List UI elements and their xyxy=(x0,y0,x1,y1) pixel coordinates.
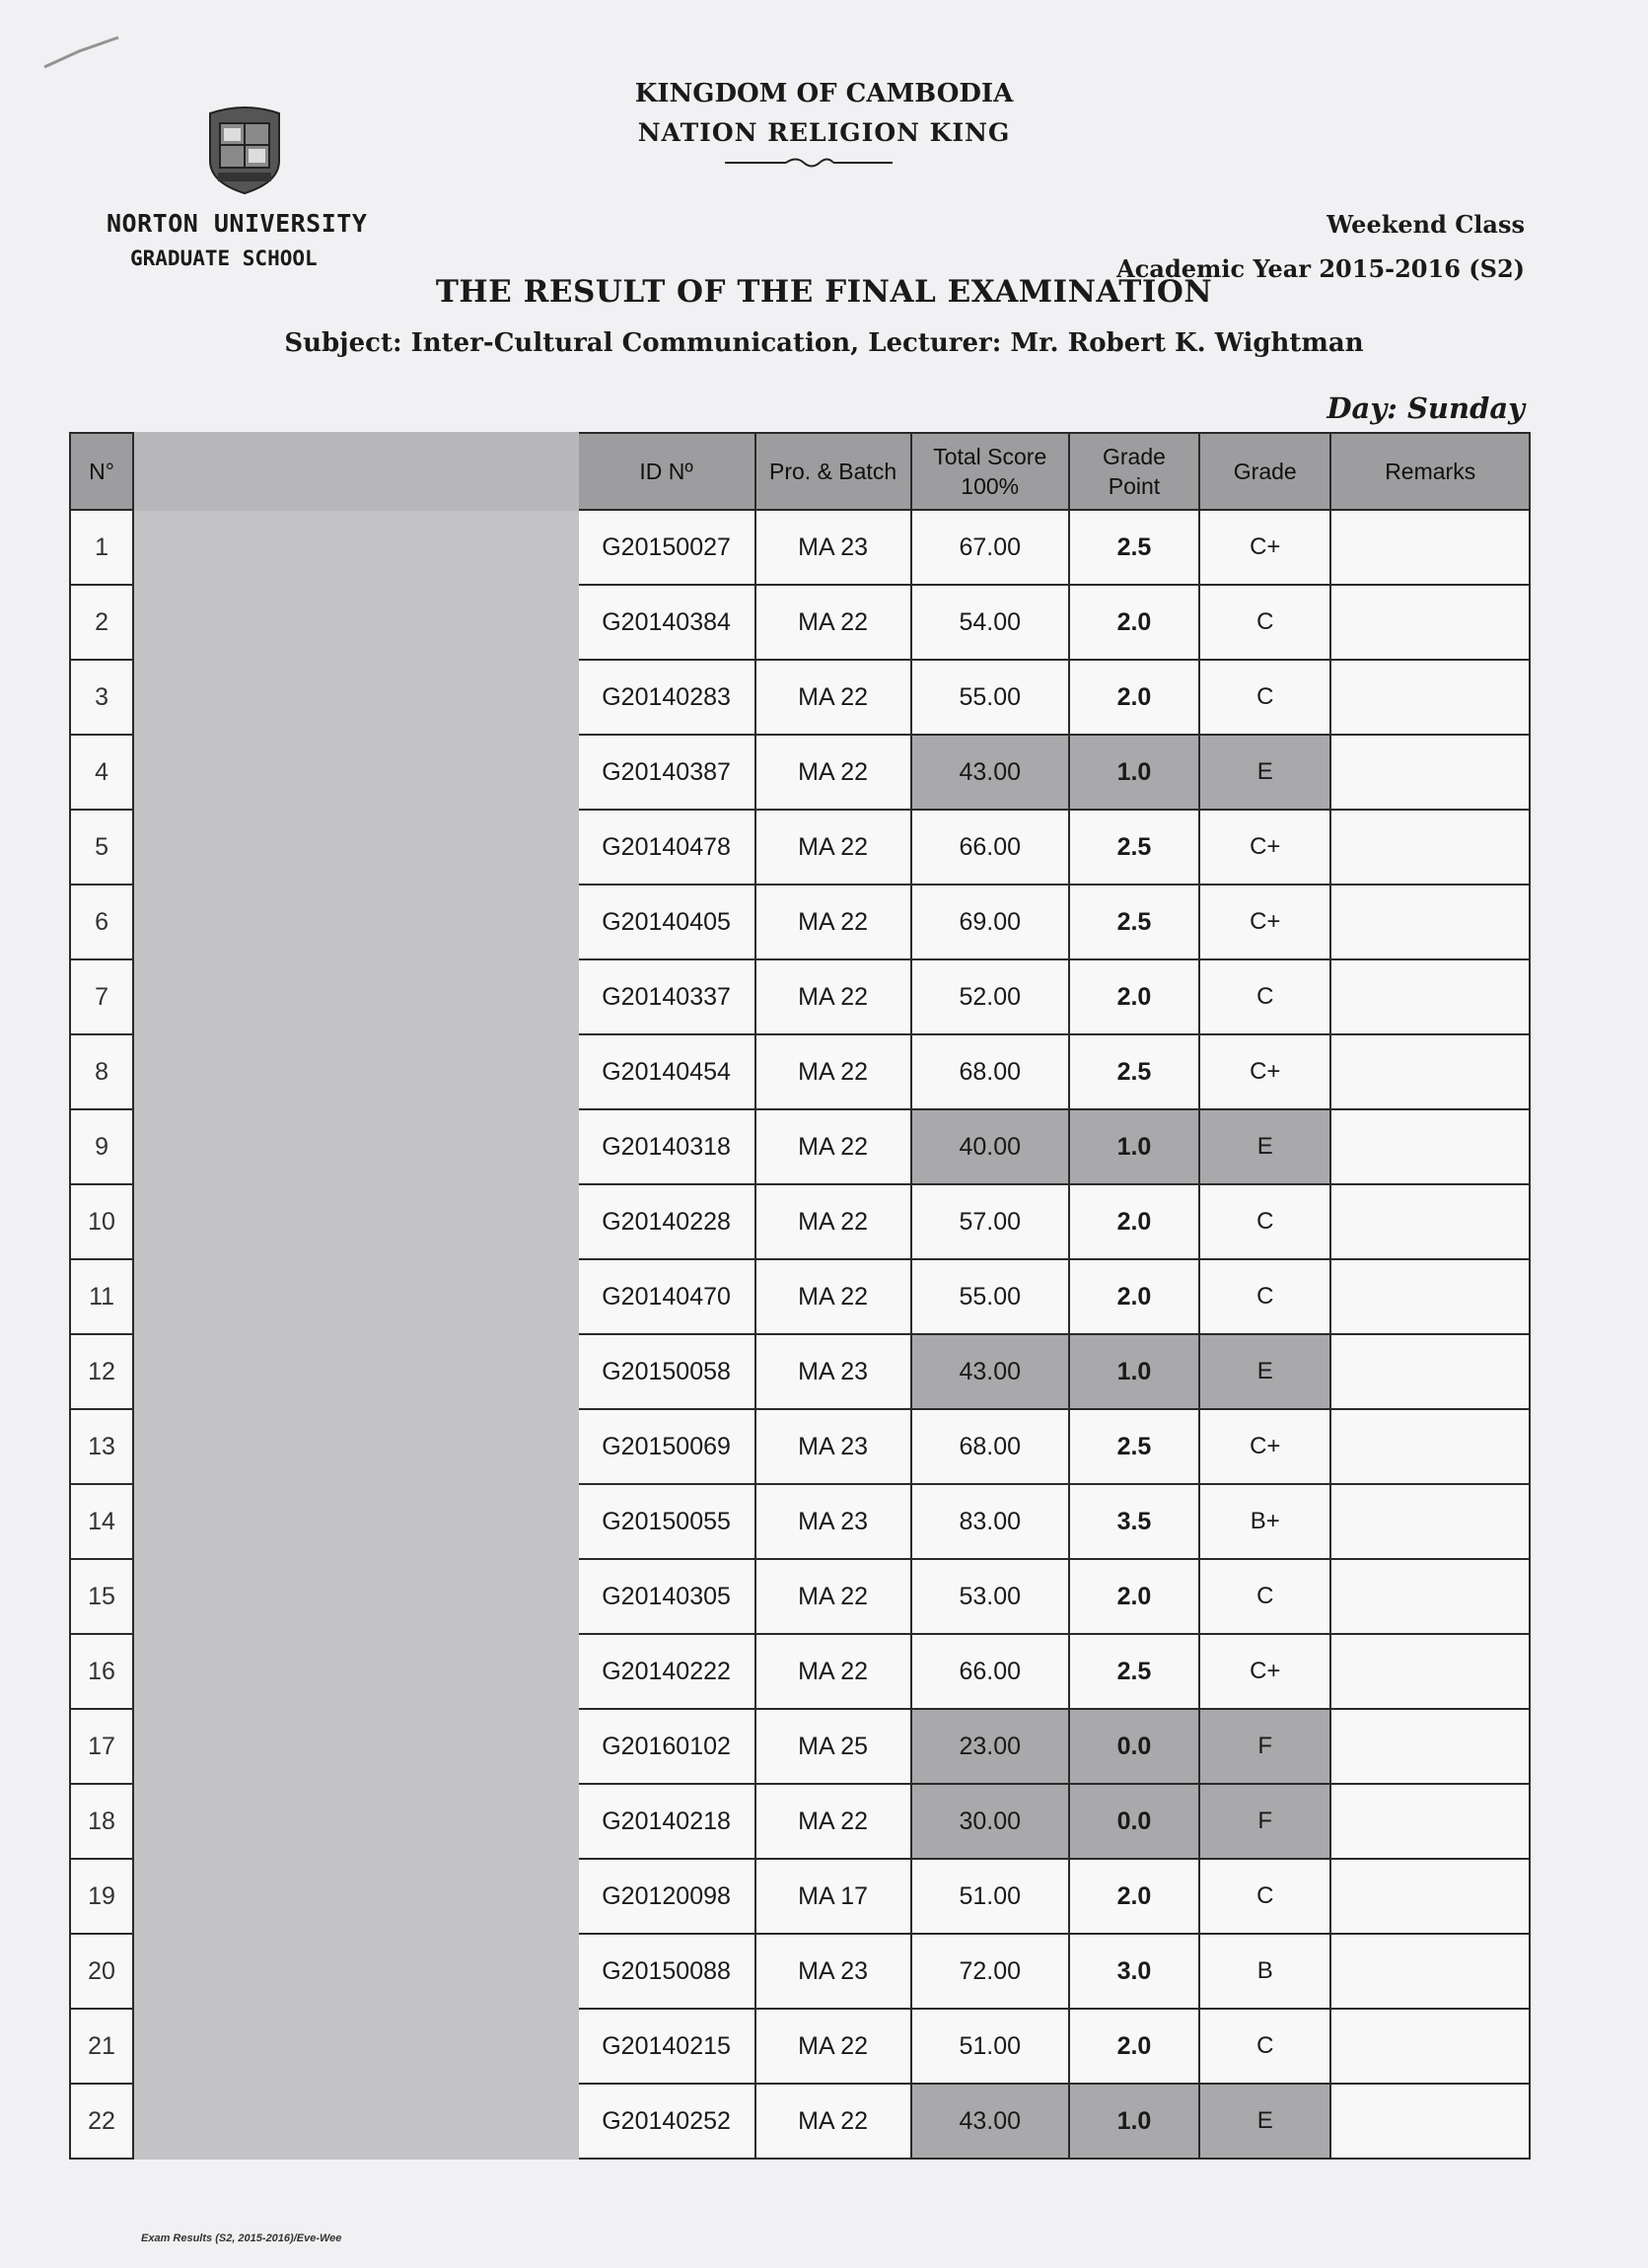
col-header-no: N° xyxy=(70,433,133,510)
cell-score: 43.00 xyxy=(911,2084,1069,2159)
cell-batch: MA 25 xyxy=(755,1709,911,1784)
cell-grade-point: 2.0 xyxy=(1069,585,1199,660)
cell-name-redacted xyxy=(133,1634,370,1709)
table-row xyxy=(70,2084,1530,2159)
pen-stroke-mark xyxy=(39,30,138,74)
cell-grade-point: 2.5 xyxy=(1069,810,1199,885)
cell-batch: MA 22 xyxy=(755,1559,911,1634)
cell-no: 2 xyxy=(70,585,133,660)
cell-batch: MA 22 xyxy=(755,585,911,660)
cell-name-redacted xyxy=(133,959,370,1034)
cell-redacted-gap xyxy=(475,2084,577,2159)
cell-no: 17 xyxy=(70,1709,133,1784)
cell-id: G20140405 xyxy=(578,885,755,959)
cell-grade: C xyxy=(1199,660,1330,735)
table-row xyxy=(70,1784,1530,1859)
cell-grade-point: 1.0 xyxy=(1069,735,1199,810)
cell-no: 22 xyxy=(70,2084,133,2159)
cell-sex-redacted xyxy=(370,885,475,959)
cell-id: G20150088 xyxy=(578,1934,755,2009)
results-table xyxy=(69,432,1531,2160)
cell-sex-redacted xyxy=(370,510,475,585)
cell-id: G20150058 xyxy=(578,1334,755,1409)
cell-sex-redacted xyxy=(370,2084,475,2159)
table-row xyxy=(70,735,1530,810)
table-header-row xyxy=(70,433,1530,510)
cell-grade-point: 0.0 xyxy=(1069,1709,1199,1784)
cell-batch: MA 22 xyxy=(755,1634,911,1709)
cell-id: G20140478 xyxy=(578,810,755,885)
cell-grade-point: 2.0 xyxy=(1069,1859,1199,1934)
cell-score: 40.00 xyxy=(911,1109,1069,1184)
cell-sex-redacted xyxy=(370,1859,475,1934)
national-motto: NATION RELIGION KING xyxy=(637,118,1011,147)
cell-no: 5 xyxy=(70,810,133,885)
cell-score: 54.00 xyxy=(911,585,1069,660)
cell-batch: MA 23 xyxy=(755,1334,911,1409)
university-name: NORTON UNIVERSITY xyxy=(107,209,368,238)
cell-grade: C xyxy=(1199,1259,1330,1334)
cell-sex-redacted xyxy=(370,1034,475,1109)
cell-id: G20140305 xyxy=(578,1559,755,1634)
cell-sex-redacted xyxy=(370,1259,475,1334)
cell-batch: MA 22 xyxy=(755,735,911,810)
cell-score: 57.00 xyxy=(911,1184,1069,1259)
cell-grade: C xyxy=(1199,585,1330,660)
cell-id: G20150069 xyxy=(578,1409,755,1484)
cell-sex-redacted xyxy=(370,1109,475,1184)
cell-batch: MA 23 xyxy=(755,1409,911,1484)
cell-redacted-gap xyxy=(475,585,577,660)
cell-no: 7 xyxy=(70,959,133,1034)
cell-sex-redacted xyxy=(370,1934,475,2009)
cell-redacted-gap xyxy=(475,1259,577,1334)
cell-name-redacted xyxy=(133,1334,370,1409)
cell-no: 10 xyxy=(70,1184,133,1259)
cell-grade-point: 2.5 xyxy=(1069,1409,1199,1484)
cell-sex-redacted xyxy=(370,810,475,885)
cell-score: 66.00 xyxy=(911,810,1069,885)
cell-id: G20140283 xyxy=(578,660,755,735)
cell-redacted-gap xyxy=(475,1784,577,1859)
table-row xyxy=(70,2009,1530,2084)
cell-grade: C+ xyxy=(1199,885,1330,959)
table-row xyxy=(70,1634,1530,1709)
document-title: THE RESULT OF THE FINAL EXAMINATION xyxy=(435,274,1213,310)
cell-no: 4 xyxy=(70,735,133,810)
cell-remarks xyxy=(1330,585,1530,660)
cell-no: 6 xyxy=(70,885,133,959)
cell-redacted-gap xyxy=(475,1859,577,1934)
cell-remarks xyxy=(1330,959,1530,1034)
cell-name-redacted xyxy=(133,810,370,885)
cell-name-redacted xyxy=(133,1859,370,1934)
cell-score: 30.00 xyxy=(911,1784,1069,1859)
cell-grade-point: 3.5 xyxy=(1069,1484,1199,1559)
cell-grade-point: 2.5 xyxy=(1069,1034,1199,1109)
cell-name-redacted xyxy=(133,660,370,735)
cell-batch: MA 22 xyxy=(755,660,911,735)
table-row xyxy=(70,1934,1530,2009)
cell-grade-point: 3.0 xyxy=(1069,1934,1199,2009)
cell-no: 9 xyxy=(70,1109,133,1184)
cell-grade-point: 2.0 xyxy=(1069,2009,1199,2084)
cell-id: G20140218 xyxy=(578,1784,755,1859)
cell-id: G20160102 xyxy=(578,1709,755,1784)
cell-grade-point: 2.5 xyxy=(1069,1634,1199,1709)
cell-name-redacted xyxy=(133,2009,370,2084)
table-row xyxy=(70,885,1530,959)
cell-grade-point: 2.5 xyxy=(1069,510,1199,585)
cell-id: G20140252 xyxy=(578,2084,755,2159)
col-header-point-top: Grade xyxy=(1102,444,1166,469)
cell-score: 51.00 xyxy=(911,1859,1069,1934)
cell-id: G20140215 xyxy=(578,2009,755,2084)
cell-remarks xyxy=(1330,1184,1530,1259)
cell-redacted-gap xyxy=(475,660,577,735)
cell-batch: MA 23 xyxy=(755,1934,911,2009)
cell-sex-redacted xyxy=(370,1184,475,1259)
cell-score: 66.00 xyxy=(911,1634,1069,1709)
cell-id: G20140470 xyxy=(578,1259,755,1334)
cell-remarks xyxy=(1330,1634,1530,1709)
cell-grade-point: 2.0 xyxy=(1069,1259,1199,1334)
table-row xyxy=(70,1334,1530,1409)
cell-redacted-gap xyxy=(475,1484,577,1559)
cell-no: 13 xyxy=(70,1409,133,1484)
cell-no: 21 xyxy=(70,2009,133,2084)
col-header-id: ID Nº xyxy=(578,433,755,510)
cell-grade-point: 0.0 xyxy=(1069,1784,1199,1859)
cell-no: 3 xyxy=(70,660,133,735)
cell-score: 23.00 xyxy=(911,1709,1069,1784)
cell-batch: MA 22 xyxy=(755,885,911,959)
cell-grade-point: 1.0 xyxy=(1069,2084,1199,2159)
cell-sex-redacted xyxy=(370,735,475,810)
cell-redacted-gap xyxy=(475,1634,577,1709)
col-header-score xyxy=(911,433,1069,510)
cell-no: 8 xyxy=(70,1034,133,1109)
cell-remarks xyxy=(1330,1409,1530,1484)
cell-score: 67.00 xyxy=(911,510,1069,585)
university-crest-icon xyxy=(204,102,285,195)
cell-no: 1 xyxy=(70,510,133,585)
cell-name-redacted xyxy=(133,1409,370,1484)
academic-year: Academic Year 2015-2016 (S2) xyxy=(1116,254,1525,283)
cell-sex-redacted xyxy=(370,1409,475,1484)
cell-score: 83.00 xyxy=(911,1484,1069,1559)
cell-batch: MA 22 xyxy=(755,1259,911,1334)
cell-grade: C+ xyxy=(1199,510,1330,585)
cell-remarks xyxy=(1330,1784,1530,1859)
col-header-redacted-gap xyxy=(475,433,577,510)
cell-batch: MA 23 xyxy=(755,510,911,585)
col-header-sex-redacted xyxy=(370,433,475,510)
cell-id: G20150027 xyxy=(578,510,755,585)
table-row xyxy=(70,1034,1530,1109)
col-header-remarks: Remarks xyxy=(1330,433,1530,510)
cell-redacted-gap xyxy=(475,1034,577,1109)
cell-id: G20120098 xyxy=(578,1859,755,1934)
cell-score: 51.00 xyxy=(911,2009,1069,2084)
cell-grade: C xyxy=(1199,1559,1330,1634)
col-header-batch: Pro. & Batch xyxy=(755,433,911,510)
cell-name-redacted xyxy=(133,510,370,585)
cell-grade: C xyxy=(1199,1859,1330,1934)
cell-no: 11 xyxy=(70,1259,133,1334)
cell-sex-redacted xyxy=(370,1334,475,1409)
footer-note: Exam Results (S2, 2015-2016)/Eve-Wee xyxy=(141,2233,342,2244)
cell-name-redacted xyxy=(133,1034,370,1109)
ornament-divider xyxy=(725,156,893,170)
cell-sex-redacted xyxy=(370,2009,475,2084)
cell-sex-redacted xyxy=(370,1709,475,1784)
cell-sex-redacted xyxy=(370,959,475,1034)
cell-remarks xyxy=(1330,660,1530,735)
cell-redacted-gap xyxy=(475,1184,577,1259)
cell-name-redacted xyxy=(133,735,370,810)
table-row xyxy=(70,585,1530,660)
cell-score: 55.00 xyxy=(911,1259,1069,1334)
cell-name-redacted xyxy=(133,2084,370,2159)
cell-remarks xyxy=(1330,1259,1530,1334)
cell-batch: MA 22 xyxy=(755,1784,911,1859)
cell-name-redacted xyxy=(133,585,370,660)
cell-remarks xyxy=(1330,1934,1530,2009)
subject-lecturer-line: Subject: Inter-Cultural Communication, Lecturer: Mr. Robert K. Wightman xyxy=(284,328,1364,358)
cell-remarks xyxy=(1330,885,1530,959)
cell-remarks xyxy=(1330,1859,1530,1934)
table-row xyxy=(70,660,1530,735)
cell-sex-redacted xyxy=(370,1484,475,1559)
class-type: Weekend Class xyxy=(1326,210,1525,239)
cell-grade: B xyxy=(1199,1934,1330,2009)
cell-grade: C xyxy=(1199,959,1330,1034)
table-row xyxy=(70,959,1530,1034)
cell-id: G20150055 xyxy=(578,1484,755,1559)
cell-no: 20 xyxy=(70,1934,133,2009)
cell-grade-point: 2.0 xyxy=(1069,660,1199,735)
cell-grade: C+ xyxy=(1199,1034,1330,1109)
cell-grade-point: 2.5 xyxy=(1069,885,1199,959)
cell-no: 15 xyxy=(70,1559,133,1634)
table-row xyxy=(70,510,1530,585)
table-row xyxy=(70,1484,1530,1559)
cell-grade-point: 1.0 xyxy=(1069,1109,1199,1184)
cell-name-redacted xyxy=(133,1784,370,1859)
cell-grade: E xyxy=(1199,735,1330,810)
table-row xyxy=(70,1709,1530,1784)
cell-sex-redacted xyxy=(370,1784,475,1859)
cell-name-redacted xyxy=(133,1709,370,1784)
cell-batch: MA 17 xyxy=(755,1859,911,1934)
cell-remarks xyxy=(1330,1709,1530,1784)
table-row xyxy=(70,1184,1530,1259)
cell-batch: MA 22 xyxy=(755,810,911,885)
cell-no: 16 xyxy=(70,1634,133,1709)
cell-remarks xyxy=(1330,735,1530,810)
cell-redacted-gap xyxy=(475,959,577,1034)
cell-sex-redacted xyxy=(370,585,475,660)
cell-grade: E xyxy=(1199,2084,1330,2159)
cell-batch: MA 22 xyxy=(755,1109,911,1184)
cell-redacted-gap xyxy=(475,1559,577,1634)
cell-redacted-gap xyxy=(475,510,577,585)
col-header-score-bottom: 100% xyxy=(961,473,1020,499)
cell-name-redacted xyxy=(133,1259,370,1334)
cell-remarks xyxy=(1330,2084,1530,2159)
cell-redacted-gap xyxy=(475,810,577,885)
col-header-point-bottom: Point xyxy=(1108,473,1161,499)
cell-grade-point: 2.0 xyxy=(1069,1559,1199,1634)
cell-name-redacted xyxy=(133,1109,370,1184)
cell-id: G20140454 xyxy=(578,1034,755,1109)
table-row xyxy=(70,1409,1530,1484)
cell-redacted-gap xyxy=(475,1409,577,1484)
table-row xyxy=(70,1859,1530,1934)
cell-sex-redacted xyxy=(370,1634,475,1709)
cell-grade: F xyxy=(1199,1784,1330,1859)
cell-grade: E xyxy=(1199,1109,1330,1184)
cell-id: G20140337 xyxy=(578,959,755,1034)
table-row xyxy=(70,1259,1530,1334)
cell-grade: E xyxy=(1199,1334,1330,1409)
cell-remarks xyxy=(1330,1034,1530,1109)
table-row xyxy=(70,810,1530,885)
cell-remarks xyxy=(1330,810,1530,885)
cell-grade: C xyxy=(1199,2009,1330,2084)
cell-batch: MA 22 xyxy=(755,2009,911,2084)
cell-score: 55.00 xyxy=(911,660,1069,735)
cell-score: 43.00 xyxy=(911,1334,1069,1409)
cell-no: 14 xyxy=(70,1484,133,1559)
cell-remarks xyxy=(1330,1334,1530,1409)
cell-sex-redacted xyxy=(370,1559,475,1634)
cell-id: G20140228 xyxy=(578,1184,755,1259)
col-header-point xyxy=(1069,433,1199,510)
cell-id: G20140318 xyxy=(578,1109,755,1184)
table-row xyxy=(70,1559,1530,1634)
cell-id: G20140387 xyxy=(578,735,755,810)
col-header-grade: Grade xyxy=(1199,433,1330,510)
cell-score: 53.00 xyxy=(911,1559,1069,1634)
cell-id: G20140384 xyxy=(578,585,755,660)
cell-no: 18 xyxy=(70,1784,133,1859)
cell-grade: B+ xyxy=(1199,1484,1330,1559)
cell-remarks xyxy=(1330,1559,1530,1634)
cell-score: 52.00 xyxy=(911,959,1069,1034)
cell-score: 69.00 xyxy=(911,885,1069,959)
cell-grade: C xyxy=(1199,1184,1330,1259)
cell-grade: F xyxy=(1199,1709,1330,1784)
cell-grade-point: 1.0 xyxy=(1069,1334,1199,1409)
cell-grade-point: 2.0 xyxy=(1069,1184,1199,1259)
cell-remarks xyxy=(1330,2009,1530,2084)
cell-no: 12 xyxy=(70,1334,133,1409)
cell-redacted-gap xyxy=(475,1709,577,1784)
cell-name-redacted xyxy=(133,1934,370,2009)
cell-redacted-gap xyxy=(475,1934,577,2009)
kingdom-heading: KINGDOM OF CAMBODIA xyxy=(634,79,1014,108)
cell-grade: C+ xyxy=(1199,810,1330,885)
cell-sex-redacted xyxy=(370,660,475,735)
cell-redacted-gap xyxy=(475,885,577,959)
cell-batch: MA 22 xyxy=(755,2084,911,2159)
cell-id: G20140222 xyxy=(578,1634,755,1709)
col-header-name-redacted xyxy=(133,433,370,510)
cell-no: 19 xyxy=(70,1859,133,1934)
cell-grade: C+ xyxy=(1199,1634,1330,1709)
cell-batch: MA 23 xyxy=(755,1484,911,1559)
cell-name-redacted xyxy=(133,1559,370,1634)
cell-batch: MA 22 xyxy=(755,1034,911,1109)
cell-grade: C+ xyxy=(1199,1409,1330,1484)
school-name: GRADUATE SCHOOL xyxy=(130,247,318,270)
cell-batch: MA 22 xyxy=(755,1184,911,1259)
cell-redacted-gap xyxy=(475,1334,577,1409)
cell-redacted-gap xyxy=(475,1109,577,1184)
cell-score: 72.00 xyxy=(911,1934,1069,2009)
cell-score: 43.00 xyxy=(911,735,1069,810)
day-label: Day: Sunday xyxy=(1326,391,1525,425)
cell-redacted-gap xyxy=(475,735,577,810)
cell-name-redacted xyxy=(133,1184,370,1259)
cell-redacted-gap xyxy=(475,2009,577,2084)
cell-batch: MA 22 xyxy=(755,959,911,1034)
cell-grade-point: 2.0 xyxy=(1069,959,1199,1034)
cell-name-redacted xyxy=(133,885,370,959)
table-row xyxy=(70,1109,1530,1184)
cell-remarks xyxy=(1330,510,1530,585)
col-header-score-top: Total Score xyxy=(933,444,1047,469)
cell-score: 68.00 xyxy=(911,1034,1069,1109)
cell-remarks xyxy=(1330,1484,1530,1559)
cell-remarks xyxy=(1330,1109,1530,1184)
cell-name-redacted xyxy=(133,1484,370,1559)
cell-score: 68.00 xyxy=(911,1409,1069,1484)
